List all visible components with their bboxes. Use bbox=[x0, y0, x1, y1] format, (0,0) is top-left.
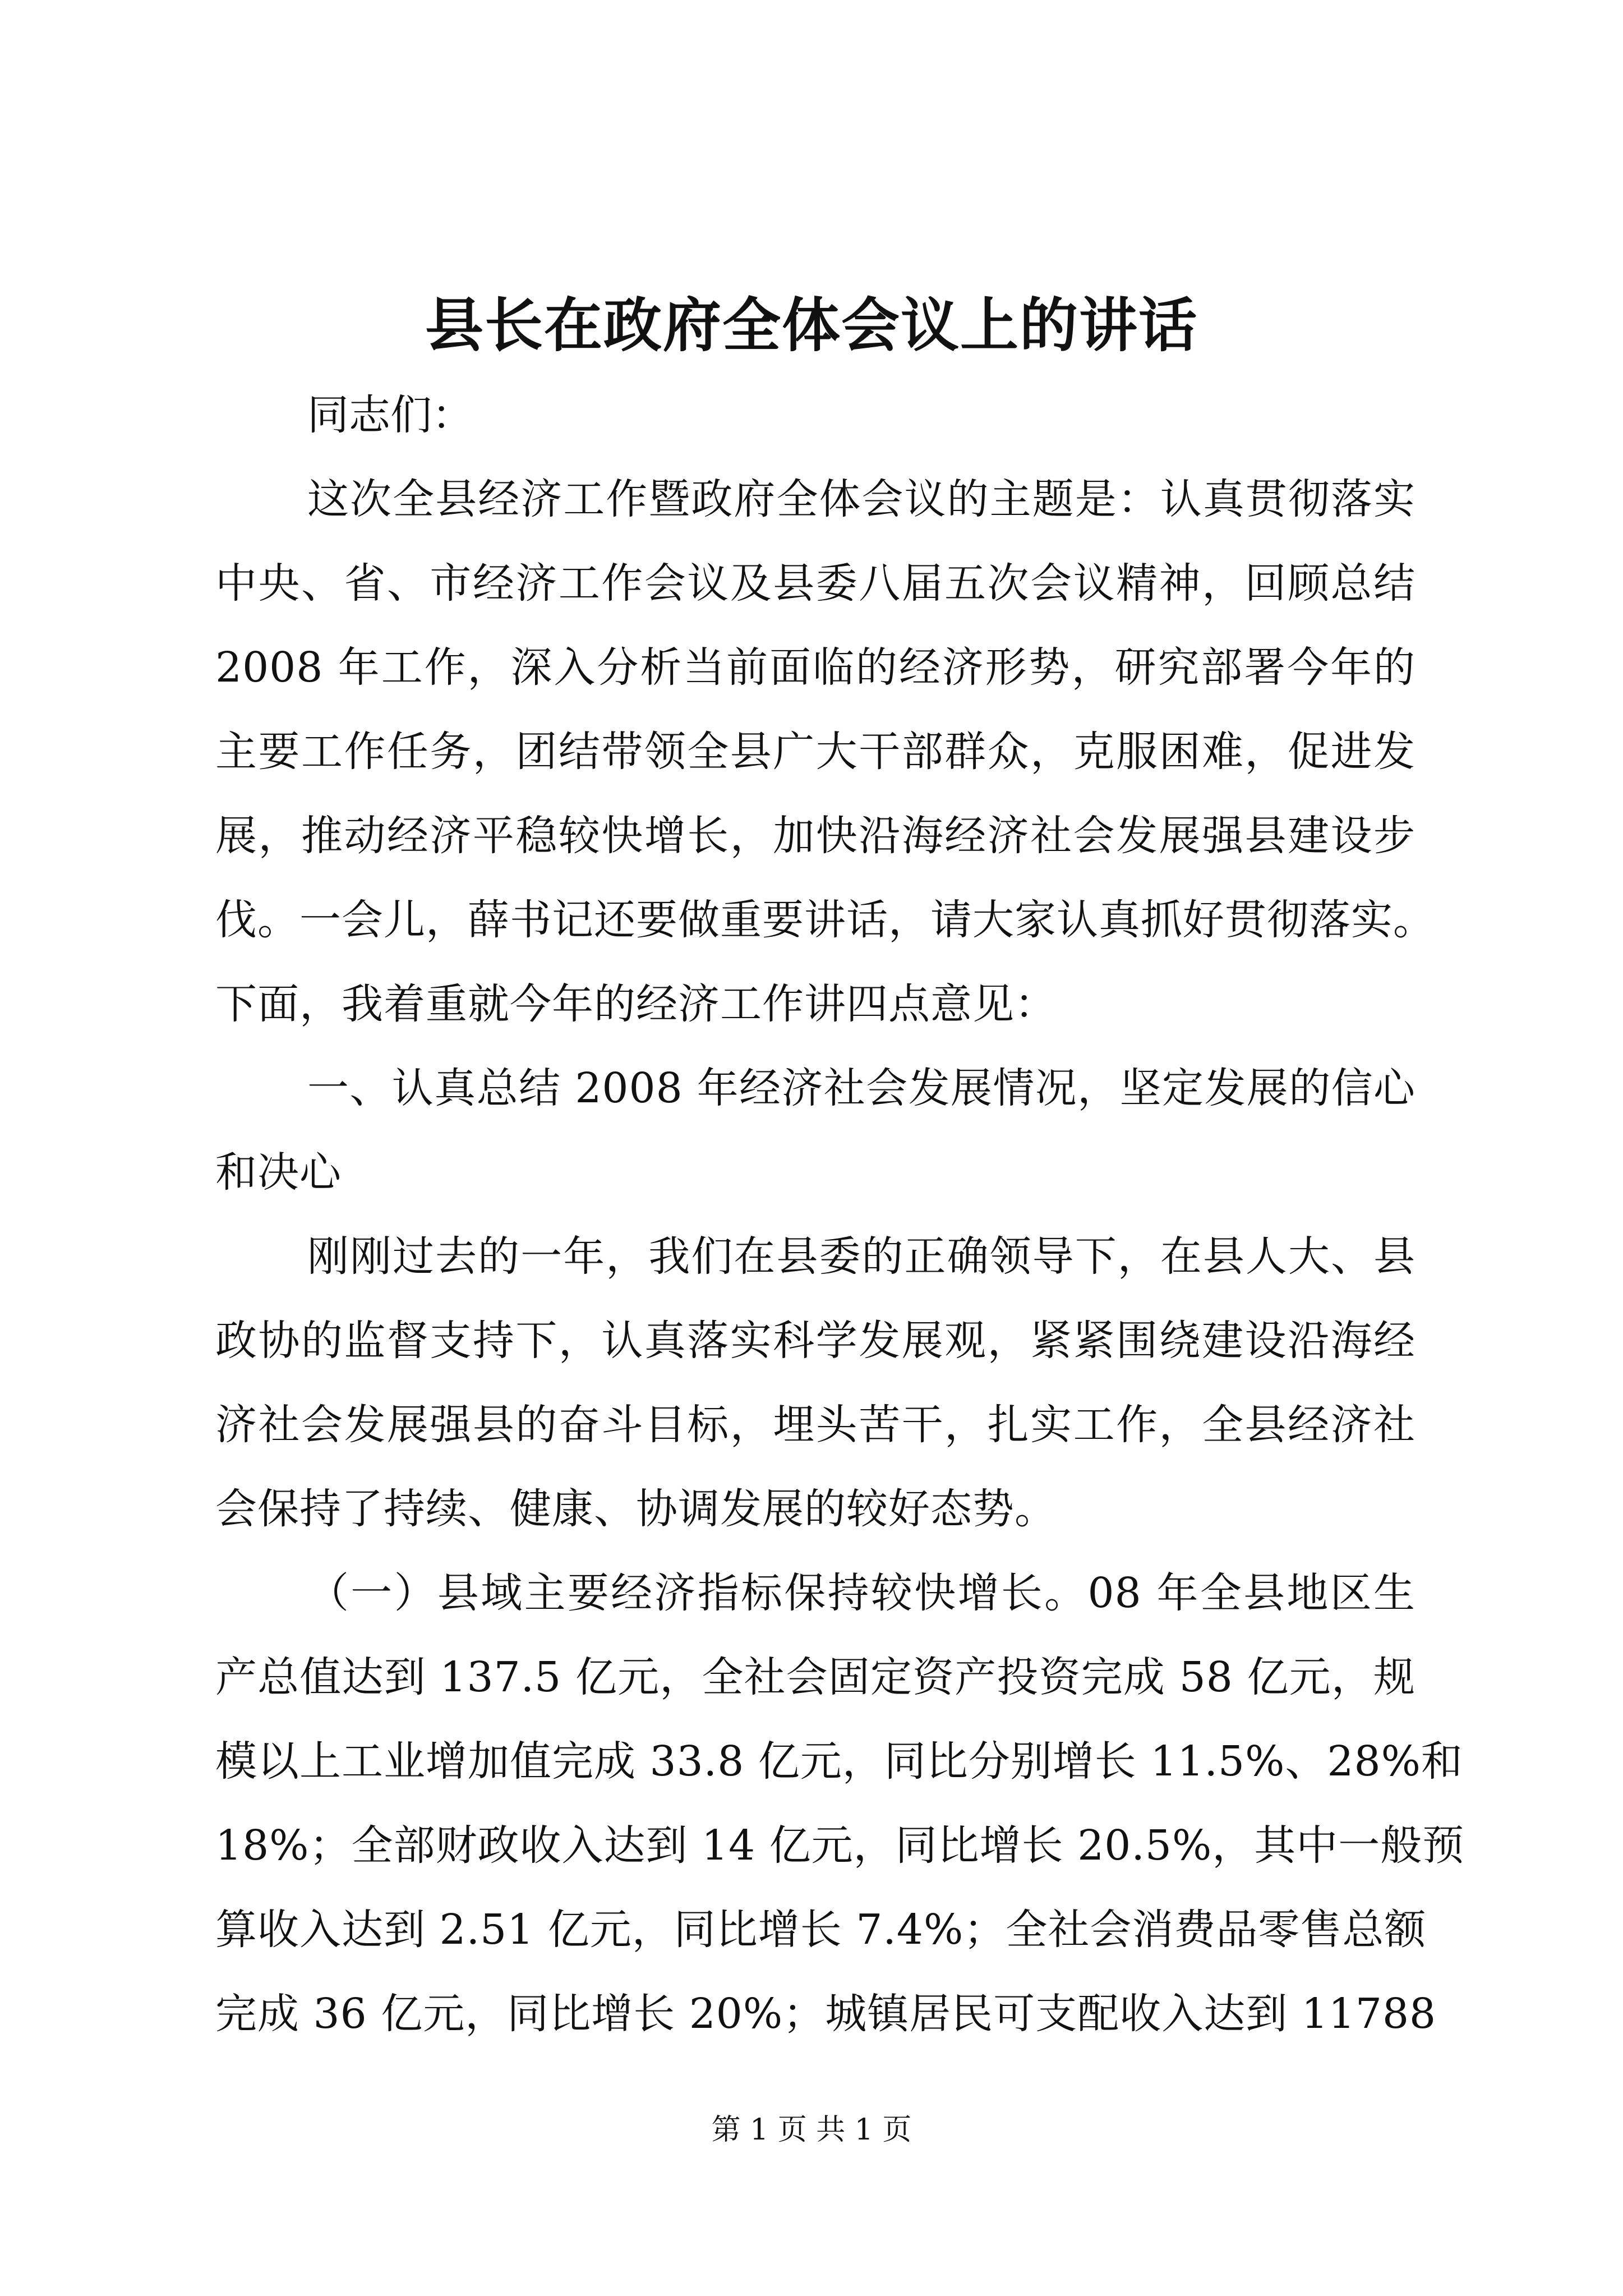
body-line: 18%；全部财政收入达到 14 亿元，同比增长 20.5%，其中一般预 bbox=[215, 1821, 1465, 1870]
salutation: 同志们： bbox=[307, 391, 473, 439]
body-line: 刚刚过去的一年，我们在县委的正确领导下，在县人大、县 bbox=[307, 1232, 1415, 1281]
body-line: 模以上工业增加值完成 33.8 亿元，同比分别增长 11.5%、28%和 bbox=[215, 1737, 1463, 1786]
body-line: 展，推动经济平稳较快增长，加快沿海经济社会发展强县建设步 bbox=[215, 812, 1415, 860]
body-line: 2008 年工作，深入分析当前面临的经济形势，研究部署今年的 bbox=[215, 643, 1415, 692]
body-line: 这次全县经济工作暨政府全体会议的主题是：认真贯彻落实 bbox=[307, 475, 1415, 523]
body-line: 会保持了持续、健康、协调发展的较好态势。 bbox=[215, 1485, 1057, 1533]
subsection-line: （一）县域主要经济指标保持较快增长。08 年全县地区生 bbox=[307, 1569, 1415, 1617]
body-line: 中央、省、市经济工作会议及县委八届五次会议精神，回顾总结 bbox=[215, 559, 1415, 608]
section-heading-line: 一、认真总结 2008 年经济社会发展情况，坚定发展的信心 bbox=[307, 1064, 1415, 1112]
body-line: 济社会发展强县的奋斗目标，埋头苦干，扎实工作，全县经济社 bbox=[215, 1401, 1415, 1449]
body-line: 算收入达到 2.51 亿元，同比增长 7.4%；全社会消费品零售总额 bbox=[215, 1906, 1427, 1954]
body-line: 伐。一会儿，薛书记还要做重要讲话，请大家认真抓好贯彻落实。 bbox=[215, 896, 1435, 944]
document-title: 县长在政府全体会议上的讲话 bbox=[425, 291, 1198, 360]
body-line: 产总值达到 137.5 亿元，全社会固定资产投资完成 58 亿元，规 bbox=[215, 1653, 1415, 1701]
body-line: 政协的监督支持下，认真落实科学发展观，紧紧围绕建设沿海经 bbox=[215, 1317, 1415, 1365]
body-line: 下面，我着重就今年的经济工作讲四点意见： bbox=[215, 980, 1057, 1028]
section-heading-line: 和决心 bbox=[215, 1148, 342, 1197]
body-line: 完成 36 亿元，同比增长 20%；城镇居民可支配收入达到 11788 bbox=[215, 1990, 1437, 2038]
body-line: 主要工作任务，团结带领全县广大干部群众，克服困难，促进发 bbox=[215, 728, 1415, 776]
page-footer: 第 1 页 共 1 页 bbox=[711, 2113, 912, 2147]
